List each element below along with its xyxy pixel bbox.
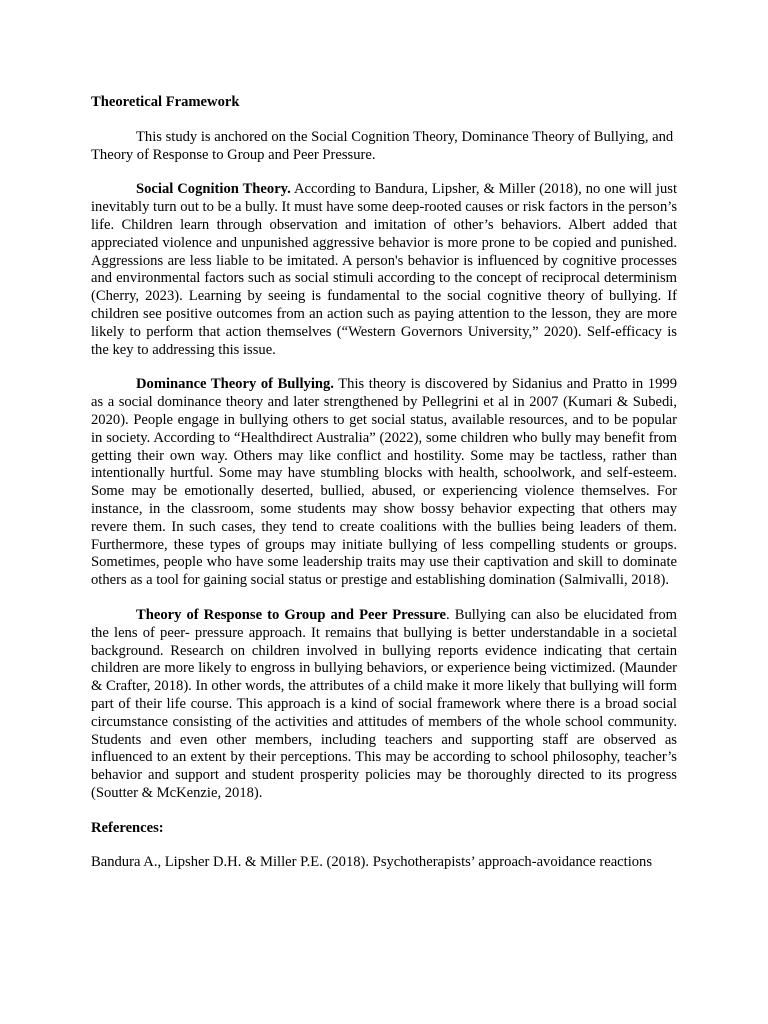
peer-pressure-body: . Bullying can also be elucidated from the lens of peer- pressure approach. It remains that bullying is better understandable in a societal background. Research on children involved in bullying reports evidence indicating that certain children are more likely to engross in bullying behaviors, or experience being victimized. (Maunder & Crafter, 2018). In other words, the attributes of a child make it more likely that bullying will form part of their life course. This approach is a kind of social framework where there is a broad social circumstance consisting of the activities and attitudes of members of the whole school community. Students and even other members, including teachers and supporting staff are observed as influenced to an extent by their perceptions. This may be according to school philosophy, teacher’s behavior and support and student prosperity policies may be thoroughly directed to its progress (Soutter & McKenzie, 2018).: [91, 606, 677, 801]
document-page: [91, 94, 677, 872]
peer-pressure-paragraph: [91, 607, 677, 803]
dominance-theory-paragraph: [91, 376, 677, 590]
social-cognition-body: According to Bandura, Lipsher, & Miller (2018), no one will just inevitably turn out to be a bully. It must have some deep-rooted causes or risk factors in the person’s life. Children learn through observation and imitation of other’s behaviors. Albert added that appreciated violence and unpunished aggressive behavior is more prone to be copied and punished. Aggressions are less liable to be imitated. A person's behavior is influenced by cognitive processes and environmental factors such as social stimuli according to the concept of reciprocal determinism (Cherry, 2023). Learning by seeing is fundamental to the social cognitive theory of bullying. If children see positive outcomes from an action such as paying attention to the lesson, they are more likely to perform that action themselves (“Western Governors University,” 2020). Self-efficacy is the key to addressing this issue.: [91, 181, 678, 358]
social-cognition-paragraph: [91, 181, 677, 359]
section-title: Theoretical Framework: [91, 94, 240, 110]
references-heading: References:: [91, 819, 164, 836]
dominance-theory-lead: Dominance Theory of Bullying.: [136, 376, 334, 393]
dominance-theory-body: This theory is discovered by Sidanius and Pratto in 1999 as a social dominance theory and later strengthened by Pellegrini et al in 2007 (Kumari & Subedi, 2020). People engage in bullying others to get social status, available resources, and to be popular in society. According to “Healthdirect Australia” (2022), some children who bully may benefit from getting their own way. Others may like conflict and hostility. Some may be tactless, rather than intentionally hurtful. Some may have stumbling blocks with health, schoolwork, and self-esteem. Some may be emotionally deserted, bullied, abused, or experiencing violence themselves. For instance, in the classroom, some students may show bossy behavior expecting that others may revere them. In such cases, they tend to create coalitions with the bullies being leaders of them. Furthermore, these types of groups may initiate bullying of less compelling students or groups. Sometimes, people who have some leadership traits may use their captivation and skill to dominate others as a tool for gaining social status or prestige and establishing domination (Salmivalli, 2018).: [91, 376, 677, 589]
intro-paragraph: This study is anchored on the Social Cognition Theory, Dominance Theory of Bullying, and Theory of Response to Group and Peer Pressure.: [91, 128, 674, 163]
social-cognition-lead: Social Cognition Theory.: [136, 181, 291, 198]
reference-entry: Bandura A., Lipsher D.H. & Miller P.E. (2018). Psychotherapists’ approach-avoidance reactions: [91, 854, 653, 871]
peer-pressure-lead: Theory of Response to Group and Peer Pressure: [136, 606, 447, 623]
